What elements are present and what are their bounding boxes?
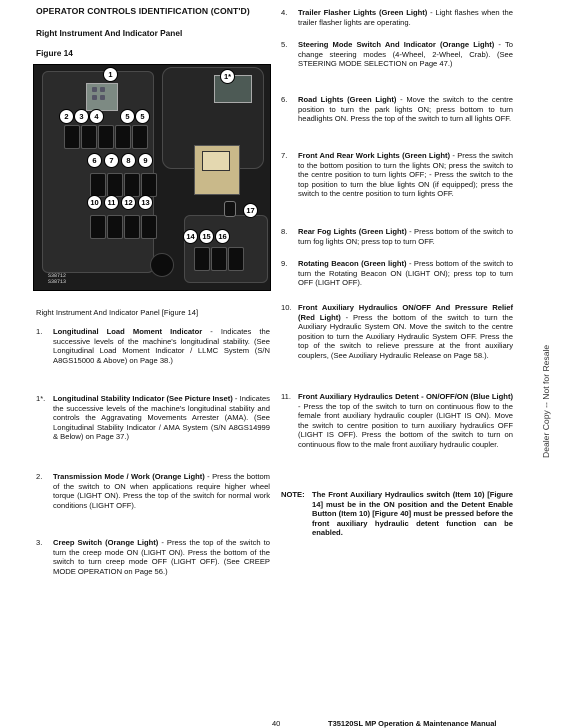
rocker-switch-14 [194,247,210,271]
list-item: 5. Steering Mode Switch And Indicator (Orange Light) - To change steering modes (4-Wheel, 2-Wheel, Crab). (See STEERING MODE SELECTION on Page 47.) [281,40,513,69]
list-item: 7. Front And Rear Work Lights (Green Light) - Press the switch to the bottom position to turn the lights ON; press the switch to the centre position to turn lights OFF; - Press the switch to the top position to turn the blue lights ON (if equipped); press the switch to the centre position to turn lights OFF. [281,151,513,199]
indicator-led [92,95,97,100]
callout-3: 3 [74,109,89,124]
rocker-switch-4 [98,125,114,149]
rocker-switch-3 [81,125,97,149]
callout-9: 9 [138,153,153,168]
rocker-switch-10 [90,215,106,239]
list-item: 2. Transmission Mode / Work (Orange Light) - Press the bottom of the switch to ON when applications require higher wheel torque (LIGHT ON). Press the top of the switch for normal work conditions (LIGHT OFF). [36,472,270,510]
callout-14: 14 [183,229,198,244]
callout-5a: 5 [120,109,135,124]
rocker-switch-16 [228,247,244,271]
callout-12: 12 [121,195,136,210]
callout-4: 4 [89,109,104,124]
rocker-switch-7 [107,173,123,197]
page-number: 40 [272,719,281,728]
rocker-switch-6 [90,173,106,197]
indicator-led [100,95,105,100]
callout-17: 17 [243,203,258,218]
dealer-copy-watermark: Dealer Copy -- Not for Resale [541,344,551,458]
callout-6: 6 [87,153,102,168]
callout-5b: 5 [135,109,150,124]
rocker-switch-5b [132,125,148,149]
rocker-switch-2 [64,125,80,149]
rocker-switch-11 [107,215,123,239]
callout-11: 11 [104,195,119,210]
indicator-led [92,87,97,92]
callout-7: 7 [104,153,119,168]
figure-code: S38713 [48,279,67,285]
list-item: 10. Front Auxiliary Hydraulics ON/OFF And Pressure Relief (Red Light) - Press the bottom of the switch to turn the Auxiliary Hydraulic System ON. Move the switch to the centre position to turn the Auxiliary Hydraulic System OFF. Press the top of the switch to relieve pressure at the front auxiliary couplers, (See Auxiliary Hydraulic Release on Page 58.). [281,303,513,360]
rocker-switch-9 [141,173,157,197]
ignition-key [224,201,236,217]
callout-1: 1 [103,67,118,82]
section-title: OPERATOR CONTROLS IDENTIFICATION (CONT'D) [36,6,250,16]
note-block [281,490,513,538]
callout-1-star: 1* [220,69,235,84]
list-item: 1*. Longitudinal Stability Indicator (See Picture Inset) - Indicates the successive levels of the machine's longitudinal stability and controls the Aggravating Movements Arrester (AMA). (See Longitudinal Stability Indicator / AMA System (S/N A8GS14999 & Below) on Page 37.) [36,394,270,442]
figure-label: Figure 14 [36,48,73,58]
warning-label-symbol [202,151,230,171]
callout-15: 15 [199,229,214,244]
rocker-switch-15 [211,247,227,271]
panel-subtitle: Right Instrument And Indicator Panel [36,28,183,38]
instrument-panel-figure [33,64,271,291]
callout-10: 10 [87,195,102,210]
list-item: 4. Trailer Flasher Lights (Green Light) - Light flashes when the trailer flasher lights are operating. [281,8,513,27]
callout-2: 2 [59,109,74,124]
callout-8: 8 [121,153,136,168]
list-item: 11. Front Auxiliary Hydraulics Detent - ON/OFF/ON (Blue Light) - Press the top of the switch to turn on continuous flow to the female front auxiliary hydraulic coupler (LIGHT IS ON). Move the switch to centre position to turn auxiliary hydraulics OFF (LIGHT IS OFF). Press the bottom of the switch to turn on continuous flow to the male front auxiliary hydraulic coupler. [281,392,513,449]
note-label: NOTE: [281,490,305,499]
manual-title: T35120SL MP Operation & Maintenance Manual [328,719,497,728]
list-item: 6. Road Lights (Green Light) - Move the switch to the centre position to turn the park lights ON; press bottom to turn headlights ON. Press the top of the switch to turn all lights OFF. [281,95,514,124]
callout-16: 16 [215,229,230,244]
lever-knob [150,253,174,277]
note-text: The Front Auxiliary Hydraulics switch (Item 10) [Figure 14] must be in the ON position and the Detent Enable Button (Item 10) [Figure 40] must be pressed before the front auxiliary hydraulic detent function can be enabled. [312,490,513,538]
list-item: 3. Creep Switch (Orange Light) - Press the top of the switch to turn the creep mode ON (LIGHT ON). Press the bottom of the switch to turn creep mode OFF (LIGHT OFF). (See CREEP MODE OPERATION on Page 56.) [36,538,270,576]
rocker-switch-5a [115,125,131,149]
rocker-switch-8 [124,173,140,197]
list-item: 9. Rotating Beacon (Green light) - Press bottom of the switch to turn the Rotating Beacon ON (LIGHT ON); press top to turn OFF (LIGHT OFF). [281,259,513,288]
figure-caption: Right Instrument And Indicator Panel [Figure 14] [36,308,199,317]
rocker-switch-12 [124,215,140,239]
callout-13: 13 [138,195,153,210]
list-item: 8. Rear Fog Lights (Green Light) - Press bottom of the switch to turn fog lights ON; press top to turn OFF. [281,227,513,246]
indicator-led [100,87,105,92]
rocker-switch-13 [141,215,157,239]
list-item: 1. Longitudinal Load Moment Indicator - Indicates the successive levels of the machine's longitudinal stability. (See Longitudinal Load Moment Indicator / LLMC System (S/N A8GS15000 & Above) on Page 38.) [36,327,270,365]
figure-code: S38712 [48,273,67,279]
